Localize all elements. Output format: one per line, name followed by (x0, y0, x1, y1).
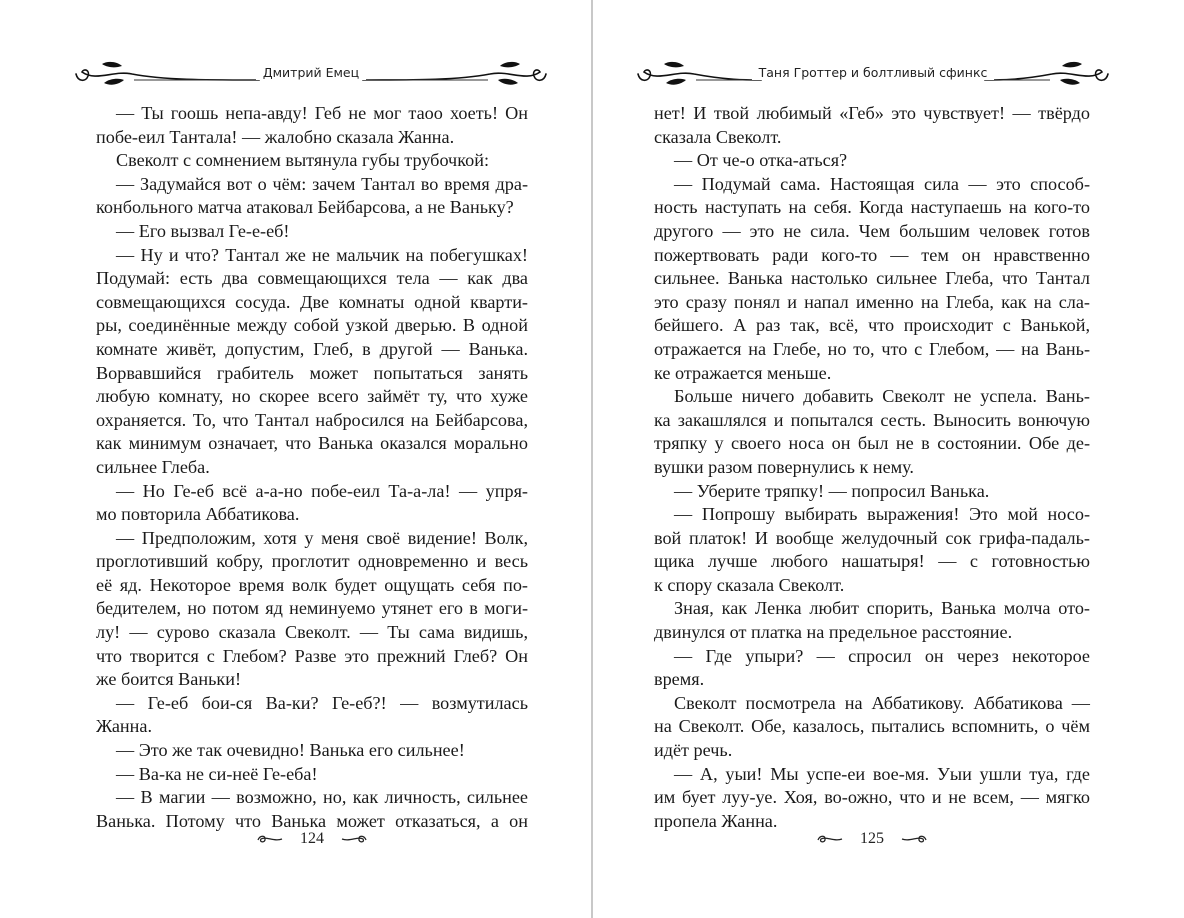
page-body-text (96, 102, 528, 833)
swash-flourish-icon (900, 832, 928, 846)
text-line: пожертвовать ради кого-то — тем он нравственно (654, 244, 1090, 265)
running-head-title: Дмитрий Емец (256, 65, 366, 80)
text-line: — Уберите тряпку! — попросил Ванька. (674, 480, 990, 501)
text-line: её яд. Некоторое время волк будет ощущать себя по- (96, 574, 528, 595)
text-line: проглотивший кобру, проглотит одновременно и весь (96, 551, 528, 572)
text-line: — Где упыри? — спросил он через некоторое (674, 645, 1090, 666)
text-line: идёт речь. (654, 740, 733, 761)
text-line: ке отражается меньше. (654, 362, 832, 383)
text-line: Ворвавшийся грабитель может попытаться занять (96, 362, 528, 383)
text-line: тряпку у своего носа он был не в состоянии. Обе де- (654, 433, 1090, 454)
text-line: к спору сказала Свеколт. (654, 574, 845, 595)
text-line: бейшего. А раз так, всё, что происходит с Ванькой, (654, 315, 1090, 336)
text-line: им бует луу-уе. Хоя, во-ожно, что и не всем, — мягко (654, 787, 1090, 808)
text-line: другого — это не сила. Чем большим человек готов (654, 220, 1090, 241)
text-line: — Но Ге-еб всё а-а-но побе-еил Та-а-ла! — упря- (116, 480, 528, 501)
text-line: — Ты гоошь непа-авду! Геб не мог таоо хоеть! Он (116, 103, 528, 123)
text-line: вой платок! И вообще желудочный сок грифа-падаль- (654, 527, 1090, 548)
text-line: конбольного матча атаковал Бейбарсова, а не Ваньку? (96, 197, 514, 218)
text-line: как минимум означает, что Ванька оказался морально (96, 433, 528, 454)
text-line: пропела Жанна. (654, 810, 778, 831)
text-line: — А, уыи! Мы успе-еи вое-мя. Уыи ушли туа, где (674, 763, 1090, 784)
text-line: любую комнату, но скорее всего займёт ту, что хуже (96, 386, 528, 407)
text-line: Свеколт с сомнением вытянула губы трубочкой: (116, 150, 490, 171)
running-head (634, 52, 1112, 92)
text-line: бедителем, но потом яд неминуемо утянет его в моги- (96, 598, 528, 619)
text-line: сильнее Глеба. (96, 456, 210, 477)
text-line: нет! И твой любимый «Геб» это чувствует! — твёрдо (654, 103, 1090, 123)
text-line: — Предположим, хотя у меня своё видение! Волк, (116, 527, 528, 548)
text-line: же боится Ваньки! (96, 669, 242, 690)
text-line: сказала Свеколт. (654, 126, 782, 147)
text-line: Подумай: есть два совмещающихся тела — как два (96, 268, 528, 289)
page-folio (252, 828, 372, 852)
text-line: что творится с Глебом? Разве это прежний Глеб? Он (96, 645, 528, 666)
text-line: сильнее. Ванька настолько сильнее Глеба, что Тантал (654, 268, 1090, 289)
text-line: побе-еил Тантала! — жалобно сказала Жанна. (96, 126, 455, 147)
text-line: на Свеколт. Обе, казалось, пытались вспомнить, о чём (654, 716, 1090, 737)
text-line: двинулся от платка на предельное расстояние. (654, 622, 1013, 643)
text-line: — От че-о отка-аться? (674, 150, 848, 171)
running-head-title: Таня Гроттер и болтливый сфинкс (752, 65, 995, 80)
text-line: мо повторила Аббатикова. (96, 504, 300, 525)
text-line: — Его вызвал Ге-е-еб! (116, 220, 290, 241)
text-line: — Ва-ка не си-неё Ге-еба! (116, 763, 318, 784)
text-line: лу! — сурово сказала Свеколт. — Ты сама видишь, (96, 622, 528, 643)
text-line: — Ге-еб бои-ся Ва-ки? Ге-еб?! — возмутилась (116, 692, 528, 713)
text-line: ры, соединённые между собой узкой дверью. В одной (96, 315, 528, 336)
text-line: — Попрошу выбирать выражения! Это мой носо- (674, 504, 1090, 525)
text-line: Жанна. (96, 716, 153, 737)
text-line: — Ну и что? Тантал же не мальчик на побегушках! (116, 244, 528, 265)
text-line: — Подумай сама. Настоящая сила — это способ- (674, 173, 1090, 194)
page-number: 124 (300, 830, 324, 847)
text-line: вушки разом повернулись к нему. (654, 456, 914, 477)
text-line: это сразу понял и напал именно на Глеба, как на сла- (654, 291, 1090, 312)
page-number: 125 (860, 830, 884, 847)
page-body-text (654, 102, 1090, 833)
right-page (593, 0, 1184, 918)
text-line: комнате живёт, допустим, Глеб, в другой — Ванька. (96, 338, 528, 359)
text-line: Больше ничего добавить Свеколт не успела. Вань- (674, 386, 1090, 407)
text-line: время. (654, 669, 705, 690)
text-line: отражается на Глебе, но то, что с Глебом, — на Вань- (654, 338, 1090, 359)
text-line: ность наступать на себя. Когда наступаешь на кого-то (654, 197, 1090, 218)
text-line: охраняется. То, что Тантал набросился на Бейбарсова, (96, 409, 528, 430)
text-line: Зная, как Ленка любит спорить, Ванька молча ото- (674, 598, 1090, 619)
text-line: Ванька. Потому что Ванька может отказаться, а он (96, 810, 528, 831)
swash-flourish-icon (340, 832, 368, 846)
page-folio (812, 828, 932, 852)
text-line: — В магии — возможно, но, как личность, сильнее (116, 787, 528, 808)
text-line: Свеколт посмотрела на Аббатикову. Аббатикова — (674, 692, 1090, 713)
text-line: — Это же так очевидно! Ванька его сильнее! (116, 740, 465, 761)
text-line: — Задумайся вот о чём: зачем Тантал во время дра- (116, 173, 528, 194)
text-line: щика лучше любого нашатыря! — с готовностью (654, 551, 1090, 572)
running-head (74, 52, 548, 92)
text-line: совмещающихся сосуда. Две комнаты одной кварти- (96, 291, 528, 312)
left-page (0, 0, 591, 918)
text-line: ка закашлялся и попытался сесть. Выносить вонючую (654, 409, 1090, 430)
